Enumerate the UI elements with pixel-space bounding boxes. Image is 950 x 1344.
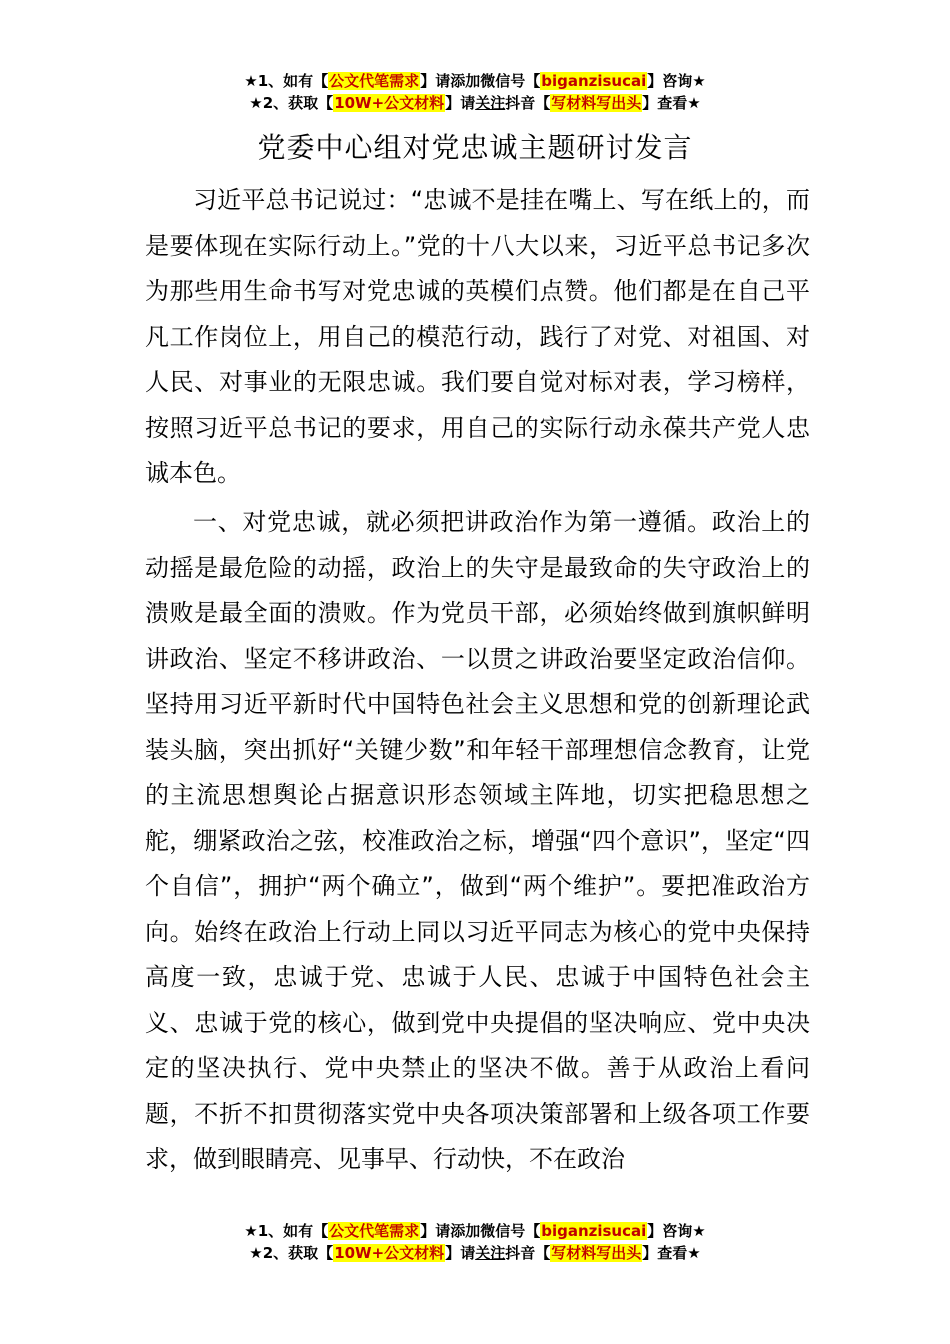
promo-text: ★1、如有【 — [244, 72, 329, 90]
header-promo-banner — [0, 70, 950, 114]
promo-highlight: 10W+公文材料 — [334, 1244, 445, 1262]
promo-text: 】请添加微信号【 — [420, 1222, 541, 1240]
body-section-2 — [145, 500, 810, 1183]
promo-underline: 关注 — [475, 94, 506, 112]
promo-highlight: biganzisucai — [541, 72, 647, 90]
promo-highlight: 公文代笔需求 — [329, 72, 420, 90]
promo-text: 】咨询★ — [647, 1222, 706, 1240]
promo-text: ★2、获取【 — [249, 94, 334, 112]
promo-highlight: 写材料写出头 — [551, 94, 642, 112]
promo-highlight: 写材料写出头 — [551, 1244, 642, 1262]
promo-text: ★1、如有【 — [244, 1222, 329, 1240]
body-section-1 — [145, 178, 810, 497]
promo-text: 】查看★ — [642, 1244, 701, 1262]
promo-text: ★2、获取【 — [249, 1244, 334, 1262]
footer-promo-banner — [0, 1220, 950, 1264]
promo-line-1 — [0, 70, 950, 92]
promo-text: 抖音【 — [505, 1244, 551, 1262]
promo-text: 抖音【 — [505, 94, 551, 112]
promo-underline: 关注 — [475, 1244, 506, 1262]
promo-text: 】请 — [445, 1244, 476, 1262]
promo-highlight: biganzisucai — [541, 1222, 647, 1240]
document-title: 党委中心组对党忠诚主题研讨发言 — [257, 131, 693, 164]
promo-text: 】请添加微信号【 — [420, 72, 541, 90]
promo-line-1 — [0, 1220, 950, 1242]
paragraph-intro: 习近平总书记说过：“忠诚不是挂在嘴上、写在纸上的，而是要体现在实际行动上。”党的十八大以来，习近平总书记多次为那些用生命书写对党忠诚的英模们点赞。他们都是在自己平凡工作岗位上，用自己的模范行动，践行了对党、对祖国、对人民、对事业的无限忠诚。我们要自觉对标对表，学习榜样，按照习近平总书记的要求，用自己的实际行动永葆共产党人忠诚本色。 — [145, 186, 810, 487]
promo-text: 】咨询★ — [647, 72, 706, 90]
promo-line-2 — [0, 1242, 950, 1264]
paragraph-section-one: 一、对党忠诚，就必须把讲政治作为第一遵循。政治上的动摇是最危险的动摇，政治上的失守是最致命的失守政治上的溃败是最全面的溃败。作为党员干部，必须始终做到旗帜鲜明讲政治、坚定不移讲政治、一以贯之讲政治要坚定政治信仰。坚持用习近平新时代中国特色社会主义思想和党的创新理论武装头脑，突出抓好“关键少数”和年轻干部理想信念教育，让党的主流思想舆论占据意识形态领域主阵地，切实把稳思想之舵，绷紧政治之弦，校准政治之标，增强“四个意识”，坚定“四个自信”，拥护“两个确立”，做到“两个维护”。要把准政治方向。始终在政治上行动上同以习近平同志为核心的党中央保持高度一致，忠诚于党、忠诚于人民、忠诚于中国特色社会主义、忠诚于党的核心，做到党中央提倡的坚决响应、党中央决定的坚决执行、党中央禁止的坚决不做。善于从政治上看问题，不折不扣贯彻落实党中央各项决策部署和上级各项工作要求，做到眼睛亮、见事早、行动快，不在政治 — [145, 508, 810, 1173]
promo-text: 】查看★ — [642, 94, 701, 112]
promo-line-2 — [0, 92, 950, 114]
promo-highlight: 10W+公文材料 — [334, 94, 445, 112]
promo-highlight: 公文代笔需求 — [329, 1222, 420, 1240]
promo-text: 】请 — [445, 94, 476, 112]
